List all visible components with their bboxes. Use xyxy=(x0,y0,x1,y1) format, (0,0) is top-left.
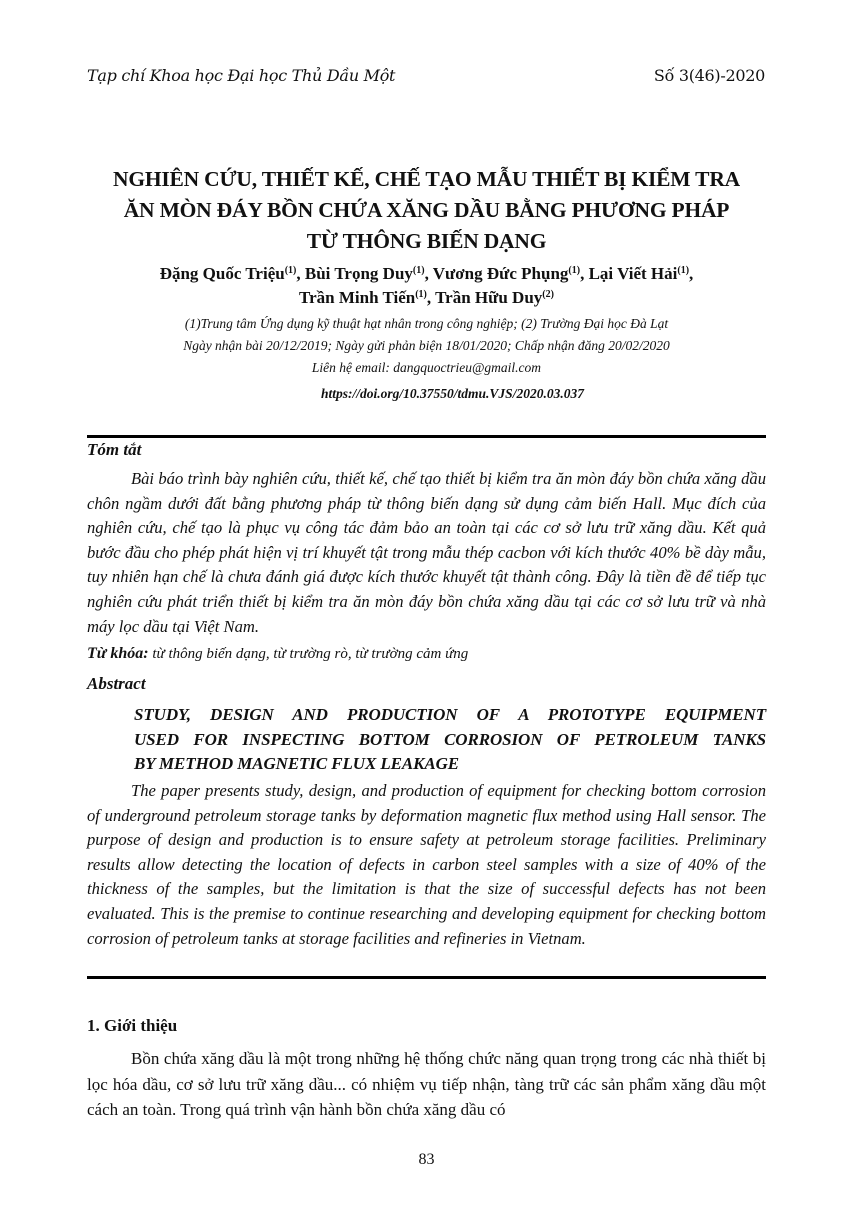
en-title-line: STUDY, DESIGN AND PRODUCTION OF A PROTOTYPE EQUIPMENT xyxy=(134,705,766,724)
title-line: ĂN MÒN ĐÁY BỒN CHỨA XĂNG DẦU BẰNG PHƯƠNG PHÁP xyxy=(123,198,730,222)
contact-email: Liên hệ email: dangquoctrieu@gmail.com xyxy=(311,360,542,375)
title-line: NGHIÊN CỨU, THIẾT KẾ, CHẾ TẠO MẪU THIẾT BỊ KIỂM TRA xyxy=(113,167,740,191)
author-separator: , xyxy=(296,264,305,283)
author-affiliation-mark: (1) xyxy=(677,265,690,276)
vn-abstract-text xyxy=(87,467,766,639)
author-name: Bùi Trọng Duy xyxy=(304,264,413,283)
en-abstract-text xyxy=(87,779,766,951)
author-separator: , xyxy=(580,264,589,283)
author-name: Trần Minh Tiến xyxy=(299,288,416,307)
author-line xyxy=(70,262,783,286)
page-number: 83 xyxy=(418,1151,435,1168)
submission-dates: Ngày nhận bài 20/12/2019; Ngày gửi phản biện 18/01/2020; Chấp nhận đăng 20/02/2020 xyxy=(183,338,670,353)
en-title-line: USED FOR INSPECTING BOTTOM CORROSION OF PETROLEUM TANKS xyxy=(134,729,766,749)
running-head-journal: Tạp chí Khoa học Đại học Thủ Dầu Một xyxy=(87,66,396,85)
doi-link[interactable]: https://doi.org/10.37550/tdmu.VJS/2020.03.037 xyxy=(321,386,584,401)
section-heading: 1. Giới thiệu xyxy=(87,1016,178,1035)
keywords-text: từ thông biến dạng, từ trường rò, từ trường cảm ứng xyxy=(148,646,469,662)
author-affiliation-mark: (1) xyxy=(284,265,297,276)
author-name: Đặng Quốc Triệu xyxy=(159,264,285,283)
author-line xyxy=(70,286,783,310)
en-abstract-label: Abstract xyxy=(87,674,146,693)
author-affiliation-mark: (1) xyxy=(568,265,581,276)
en-title xyxy=(134,703,766,777)
abstract-bottom-rule xyxy=(87,976,766,979)
paper-title xyxy=(70,164,783,257)
vn-abstract-body: Bài báo trình bày nghiên cứu, thiết kế, chế tạo thiết bị kiểm tra ăn mòn đáy bồn chứa xăng dầu chôn ngầm dưới đất bằng phương pháp từ thông biến dạng sử dụng cảm biến Hall. Mục đích của nghiên cứu, chế tạo là phục vụ công tác đảm bảo an toàn tại các cơ sở lưu trữ xăng dầu. Kết quả bước đầu cho phép phát hiện vị trí khuyết tật trong mẫu thép cacbon với kích thước 40% bề dày mẫu, tuy nhiên hạn chế là chưa đánh giá được kích thước khuyết tật thành công. Đây là tiền đề để tiếp tục nghiên cứu phát triển thiết bị kiểm tra ăn mòn đáy bồn chứa xăng dầu tại các cơ sở lưu trữ và nhà máy lọc dầu tại Việt Nam. xyxy=(87,469,766,636)
author-list xyxy=(70,262,783,310)
author-name: Lại Viết Hải xyxy=(588,264,678,283)
author-separator: , xyxy=(689,264,694,283)
en-title-line: BY METHOD MAGNETIC FLUX LEAKAGE xyxy=(134,754,459,773)
title-line: TỪ THÔNG BIẾN DẠNG xyxy=(306,229,547,253)
section-body-text: Bồn chứa xăng dầu là một trong những hệ thống chức năng quan trọng trong các nhà thiết bị lọc hóa dầu, cơ sở lưu trữ xăng dầu... có nhiệm vụ tiếp nhận, tàng trữ các sản phẩm xăng dầu một cách an toàn. Trong quá trình vận hành bồn chứa xăng dầu có xyxy=(87,1049,766,1119)
section-body xyxy=(87,1046,766,1123)
en-abstract-body: The paper presents study, design, and production of equipment for checking bottom corrosion of underground petroleum storage tanks by deformation magnetic flux method using Hall sensor. The purpose of design and production is to ensure safety at petroleum storage facilities. Preliminary results allow detecting the location of defects in carbon steel samples with a size of 40% of the thickness of the samples, but the limitation is that the size of successful defects has not been evaluated. This is the premise to continue researching and developing equipment for checking bottom corrosion of petroleum tanks at storage facilities and refineries in Vietnam. xyxy=(87,781,766,948)
running-head-issue: Số 3(46)-2020 xyxy=(653,66,765,85)
keywords xyxy=(87,645,468,663)
author-separator: , xyxy=(424,264,433,283)
vn-abstract-label: Tóm tắt xyxy=(87,440,142,459)
author-affiliation-mark: (1) xyxy=(412,265,425,276)
abstract-top-rule xyxy=(87,435,766,438)
affiliations: (1)Trung tâm Ứng dụng kỹ thuật hạt nhân trong công nghiệp; (2) Trường Đại học Đà Lạt xyxy=(184,316,669,331)
author-separator: , xyxy=(426,288,436,307)
author-name: Vương Đức Phụng xyxy=(432,264,569,283)
author-affiliation-mark: (1) xyxy=(415,289,427,300)
keywords-label: Từ khóa: xyxy=(87,645,149,662)
author-name: Trần Hữu Duy xyxy=(435,288,543,307)
affiliation-block xyxy=(70,313,783,379)
author-affiliation-mark: (2) xyxy=(542,289,554,300)
